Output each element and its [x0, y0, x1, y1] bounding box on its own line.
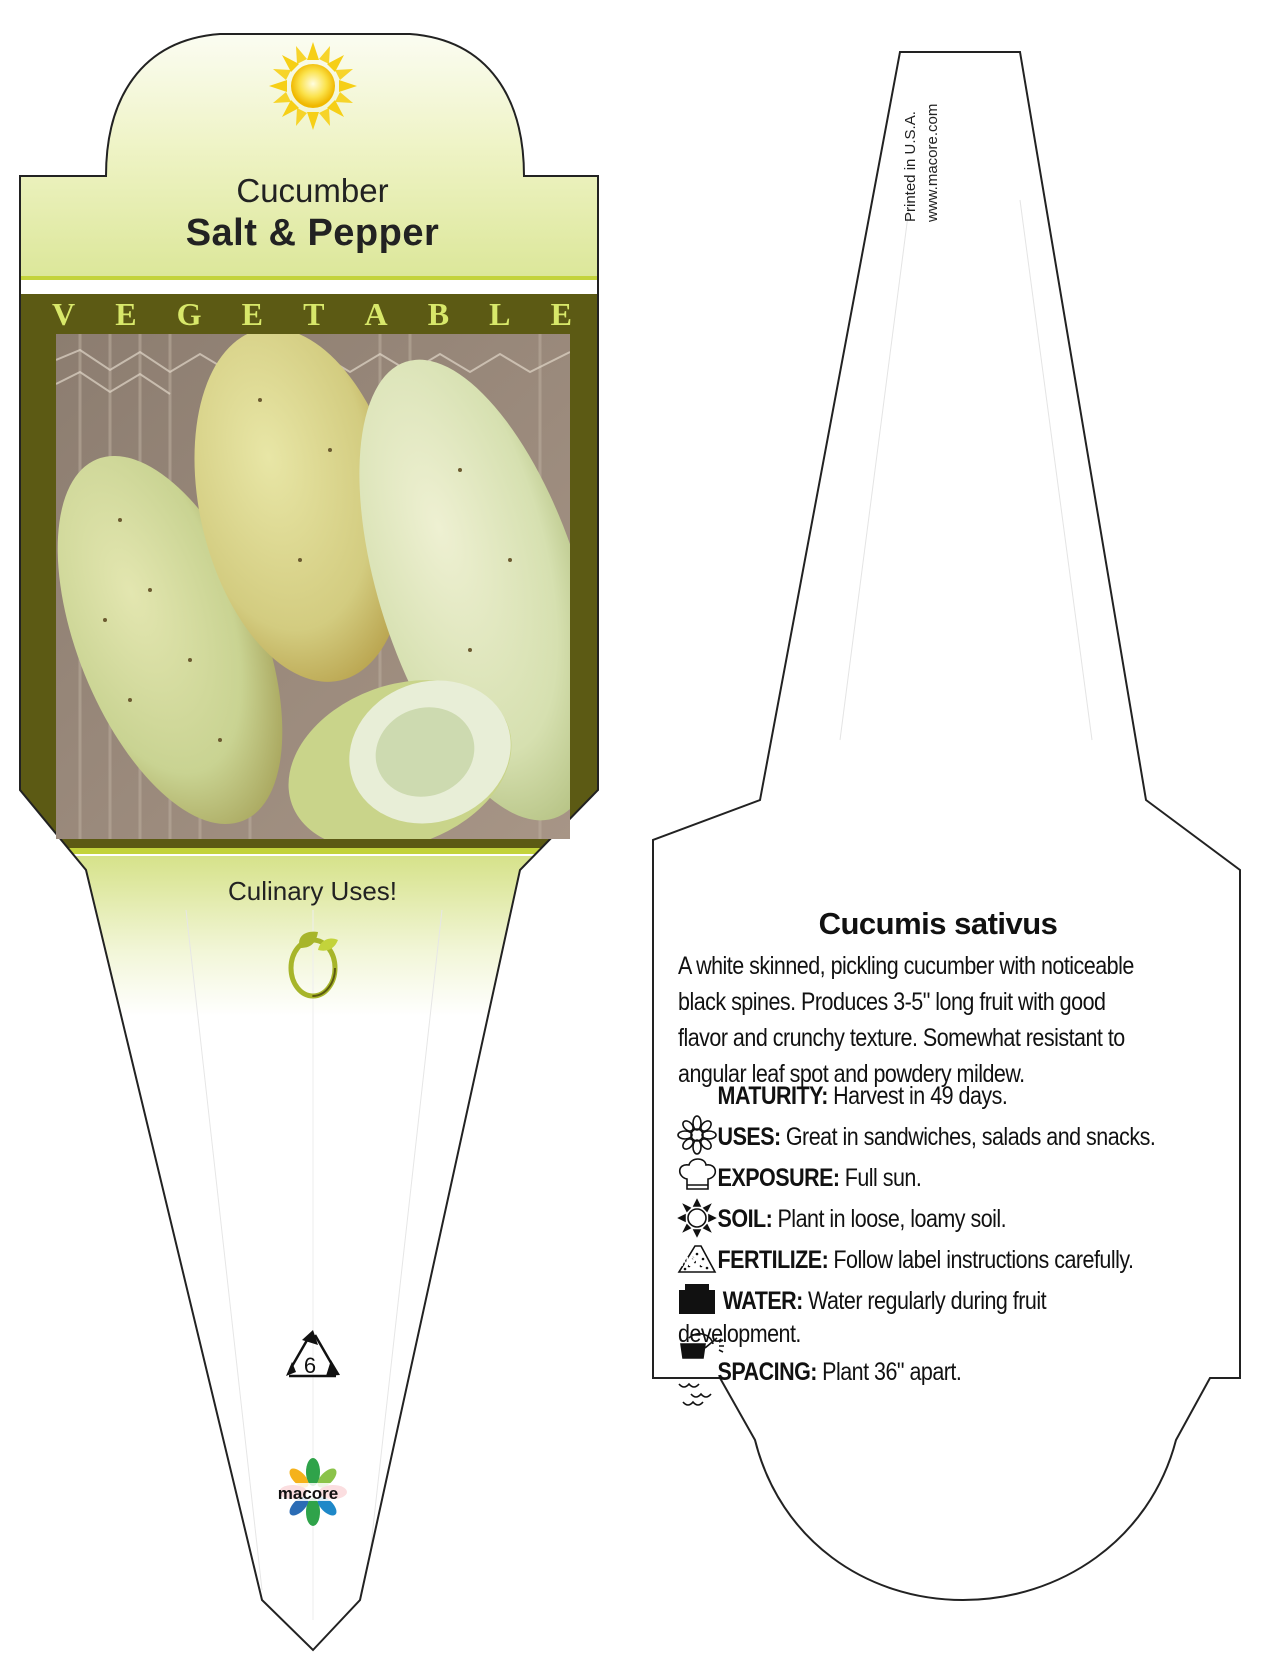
scientific-name: Cucumis sativus	[818, 906, 1058, 941]
category-label	[52, 296, 572, 333]
care-text: Great in sandwiches, salads and snacks.	[785, 1123, 1156, 1151]
care-text: Full sun.	[844, 1164, 922, 1192]
sun-outline-icon	[678, 1158, 718, 1196]
category-letter: A	[364, 296, 388, 332]
care-text: Harvest in 49 days.	[833, 1082, 1008, 1110]
care-text: Water regularly during fruit	[807, 1287, 1047, 1315]
care-label: WATER:	[722, 1287, 803, 1315]
product-type: Cucumber	[236, 172, 389, 209]
npk-icon: NPK	[680, 1253, 703, 1269]
care-label: SPACING:	[717, 1358, 817, 1386]
care-label: FERTILIZE:	[717, 1246, 829, 1274]
care-row-soil	[678, 1199, 1228, 1240]
category-letter: G	[176, 296, 202, 332]
care-label: USES:	[717, 1123, 781, 1151]
variety-name: Salt & Pepper	[185, 212, 440, 254]
back-content	[678, 906, 1238, 1393]
care-text-continuation: development.	[678, 1320, 801, 1348]
spacing-icon	[678, 1352, 718, 1390]
care-row-maturity	[678, 1076, 1228, 1117]
category-letter: E	[115, 296, 137, 332]
category-letter: V	[52, 296, 76, 332]
care-list	[678, 1076, 1228, 1393]
care-row-exposure	[678, 1158, 1228, 1199]
flower-icon	[678, 1076, 718, 1114]
website: www.macore.com	[924, 103, 941, 222]
recycle-number: 6	[303, 1353, 317, 1378]
feature-text: Culinary Uses!	[227, 876, 398, 906]
care-label: EXPOSURE:	[717, 1164, 840, 1192]
soil-icon	[678, 1199, 718, 1237]
chef-hat-icon	[678, 1117, 718, 1155]
care-row-uses	[678, 1117, 1228, 1158]
care-label: SOIL:	[717, 1205, 773, 1233]
care-label: MATURITY:	[717, 1082, 828, 1110]
printed-in: Printed in U.S.A.	[902, 111, 919, 222]
printed-info	[900, 52, 950, 222]
category-letter: E	[550, 296, 572, 332]
category-letter: L	[489, 296, 511, 332]
category-letter: B	[427, 296, 450, 332]
brand-name: macore	[277, 1484, 339, 1503]
description: A white skinned, pickling cucumber with noticeable black spines. Produces 3-5" long fruit with good flavor and crunchy texture. Somewhat resistant to angular leaf spot and powdery mildew.	[678, 952, 1134, 1088]
care-row-spacing	[678, 1352, 1228, 1393]
care-text: Plant in loose, loamy soil.	[777, 1205, 1007, 1233]
category-letter: T	[303, 296, 325, 332]
sun-icon	[269, 42, 357, 130]
care-text: Follow label instructions carefully.	[833, 1246, 1134, 1274]
care-text: Plant 36" apart.	[822, 1358, 962, 1386]
care-row-fertilize	[678, 1240, 1228, 1281]
category-letter: E	[241, 296, 263, 332]
watering-can-icon	[678, 1281, 718, 1319]
cucumber-photo	[12, 307, 650, 879]
